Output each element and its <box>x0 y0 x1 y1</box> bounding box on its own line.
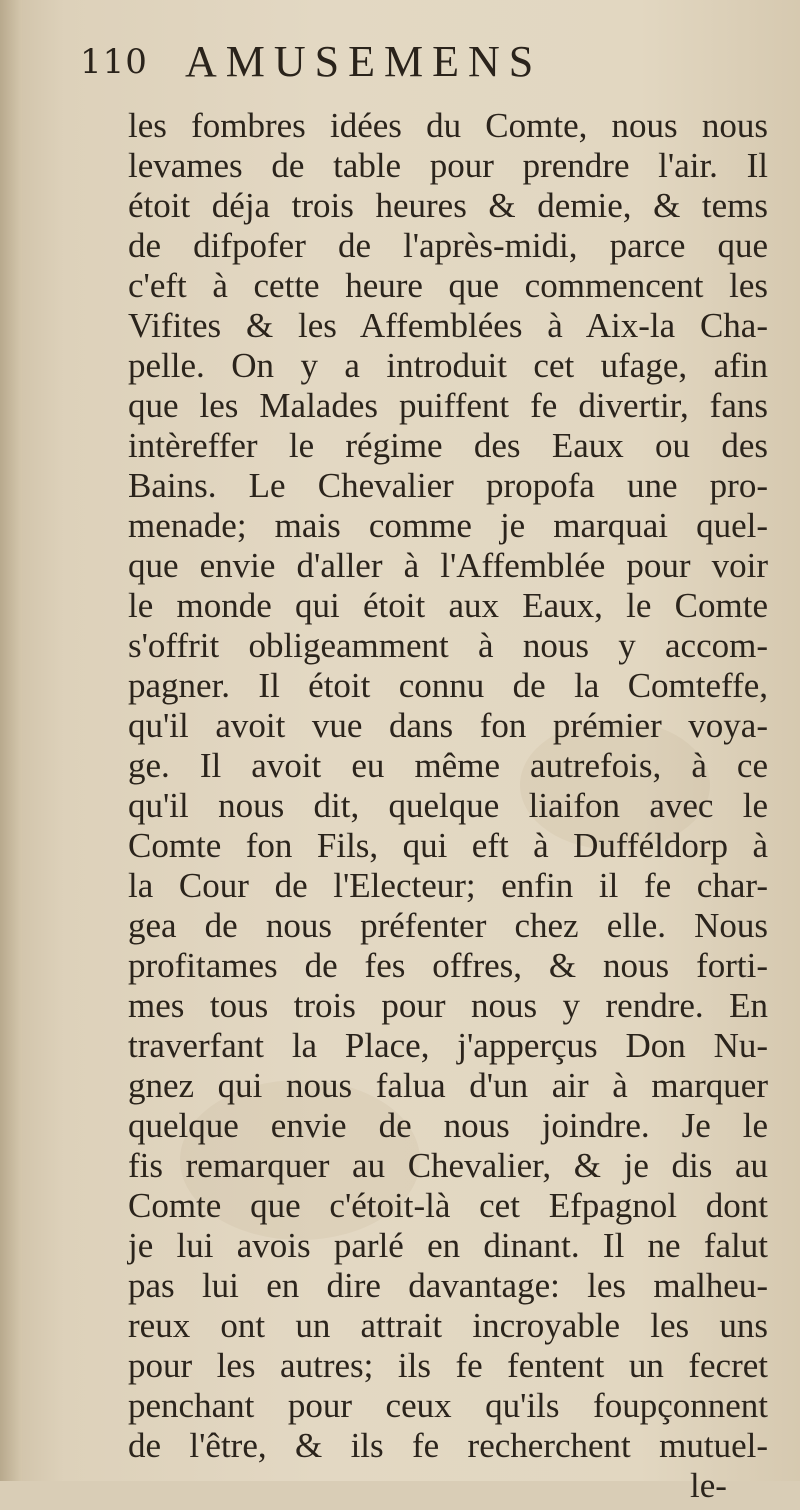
text-line: la Cour de l'Electeur; enfin il fe char- <box>128 866 768 905</box>
text-line: le monde qui étoit aux Eaux, le Comte <box>128 586 768 625</box>
text-line: c'eft à cette heure que commencent les <box>128 266 768 305</box>
text-line: étoit déja trois heures & demie, & tems <box>128 186 768 225</box>
text-line: fis remarquer au Chevalier, & je dis au <box>128 1146 768 1185</box>
text-line: de difpofer de l'après-midi, parce que <box>128 226 768 265</box>
text-line: Comte fon Fils, qui eft à Dufféldorp à <box>128 826 768 865</box>
text-line: je lui avois parlé en dinant. Il ne falut <box>128 1226 768 1265</box>
text-line: de l'être, & ils fe recherchent mutuel- <box>128 1426 768 1465</box>
text-line: quelque envie de nous joindre. Je le <box>128 1106 768 1145</box>
text-line: traverfant la Place, j'apperçus Don Nu- <box>128 1026 768 1065</box>
text-line: Comte que c'étoit-là cet Efpagnol dont <box>128 1186 768 1225</box>
text-line: pagner. Il étoit connu de la Comteffe, <box>128 666 768 705</box>
text-line: intèreffer le régime des Eaux ou des <box>128 426 768 465</box>
text-line: qu'il nous dit, quelque liaifon avec le <box>128 786 768 825</box>
text-line: pour les autres; ils fe fentent un fecret <box>128 1346 768 1385</box>
text-line: profitames de fes offres, & nous forti- <box>128 946 768 985</box>
text-line: gnez qui nous falua d'un air à marquer <box>128 1066 768 1105</box>
text-line: penchant pour ceux qu'ils foupçonnent <box>128 1386 768 1425</box>
text-line: pelle. On y a introduit cet ufage, afin <box>128 346 768 385</box>
text-line: pas lui en dire davantage: les malheu- <box>128 1266 768 1305</box>
page-header <box>80 22 720 92</box>
text-line: s'offrit obligeamment à nous y accom- <box>128 626 768 665</box>
text-line: reux ont un attrait incroyable les uns <box>128 1306 768 1345</box>
text-line: menade; mais comme je marquai quel- <box>128 506 768 545</box>
text-line: ge. Il avoit eu même autrefois, à ce <box>128 746 768 785</box>
text-line: Bains. Le Chevalier propofa une pro- <box>128 466 768 505</box>
catchword: le- <box>690 1466 727 1505</box>
text-line: les fombres idées du Comte, nous nous <box>128 106 768 145</box>
page-number: 110 <box>80 42 148 82</box>
text-line: mes tous trois pour nous y rendre. En <box>128 986 768 1025</box>
text-line: gea de nous préfenter chez elle. Nous <box>128 906 768 945</box>
running-title: AMUSEMENS <box>185 37 543 86</box>
page-binding-edge <box>0 0 22 1481</box>
text-line: que envie d'aller à l'Affemblée pour voir <box>128 546 768 585</box>
text-line: que les Malades puiffent fe divertir, fans <box>128 386 768 425</box>
text-line: Vifites & les Affemblées à Aix-la Cha- <box>128 306 768 345</box>
text-line: qu'il avoit vue dans fon prémier voya- <box>128 706 768 745</box>
text-line: levames de table pour prendre l'air. Il <box>128 146 768 185</box>
